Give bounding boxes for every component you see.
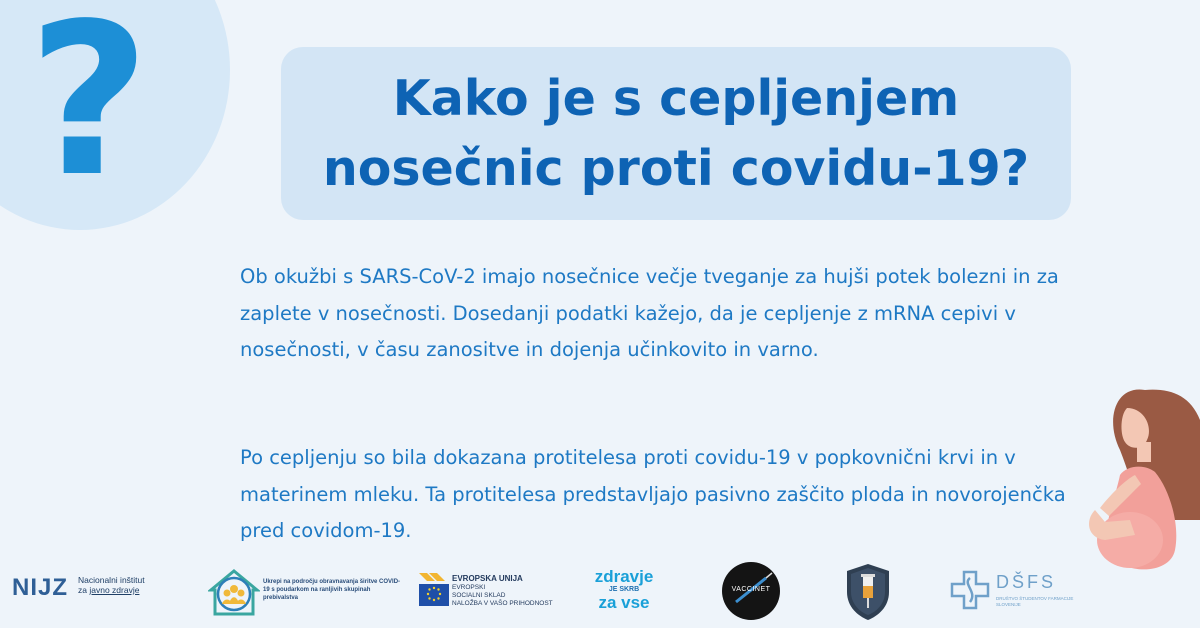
nijz-logo [12, 574, 145, 602]
dsfs-cross-icon [948, 570, 992, 610]
paragraph-1: Ob okužbi s SARS-CoV-2 imajo nosečnice večje tveganje za hujši potek bolezni in za zaplete v nosečnosti. Dosedanji podatki kažejo, da je cepljenje z mRNA cepivi v nosečnosti, v času zanositve in dojenja učinkovito in varno. [240, 265, 1059, 361]
nijz-mark: NIJZ [12, 574, 69, 601]
vaccinet-text: VACCINET [731, 586, 771, 593]
title-line-2: nosečnic proti covidu-19? [322, 140, 1030, 197]
eu-text [452, 575, 572, 608]
eu-line-2: EVROPSKI [452, 584, 486, 591]
eu-line-4: NALOŽBA V VAŠO PRIHODNOST [452, 600, 553, 607]
dsfs-title: DŠFS [996, 572, 1057, 592]
nijz-name [78, 575, 168, 595]
shield-syringe-icon [845, 562, 891, 622]
eu-line-1: EVROPSKA UNIJA [452, 574, 523, 583]
question-mark-icon: ? [28, 0, 150, 223]
zdravje-line-1: zdravje [594, 567, 654, 586]
shield-logo [845, 562, 891, 626]
logo-strip [0, 556, 1200, 628]
family-house-icon [208, 568, 260, 620]
zdravje-line-2: JE SKRB [608, 586, 640, 593]
nijz-line-2-prefix: za [78, 585, 87, 595]
vaccinet-logo [722, 562, 780, 620]
pregnant-woman-illustration [1075, 380, 1200, 575]
eu-line-3: SOCIALNI SKLAD [452, 592, 506, 599]
nijz-line-2: javno zdravje [89, 585, 140, 595]
zdravje-line-3: za vse [598, 593, 650, 612]
project-logo [208, 568, 401, 624]
paragraph-2: Po cepljenju so bila dokazana protitelesa proti covidu-19 v popkovnični krvi in v materinem mleku. Ta protitelesa predstavljajo pasivno zaščito ploda in novorojenčka pred covidom-19. [240, 446, 1066, 542]
title-line-1: Kako je s cepljenjem [392, 70, 960, 127]
dsfs-logo [948, 570, 1074, 614]
dsfs-subtitle: DRUŠTVO ŠTUDENTOV FARMACIJE SLOVENIJE [996, 596, 1074, 607]
project-text: Ukrepi na področju obravnavanja širitve COVID-19 s poudarkom na ranljivih skupinah prebivalstva [263, 579, 401, 601]
nijz-line-1: Nacionalni inštitut [78, 575, 145, 585]
eu-logo [417, 571, 553, 617]
page-title [281, 64, 1071, 204]
zdravje-logo [585, 568, 663, 620]
slovenia-eu-emblem-icon [417, 571, 451, 613]
